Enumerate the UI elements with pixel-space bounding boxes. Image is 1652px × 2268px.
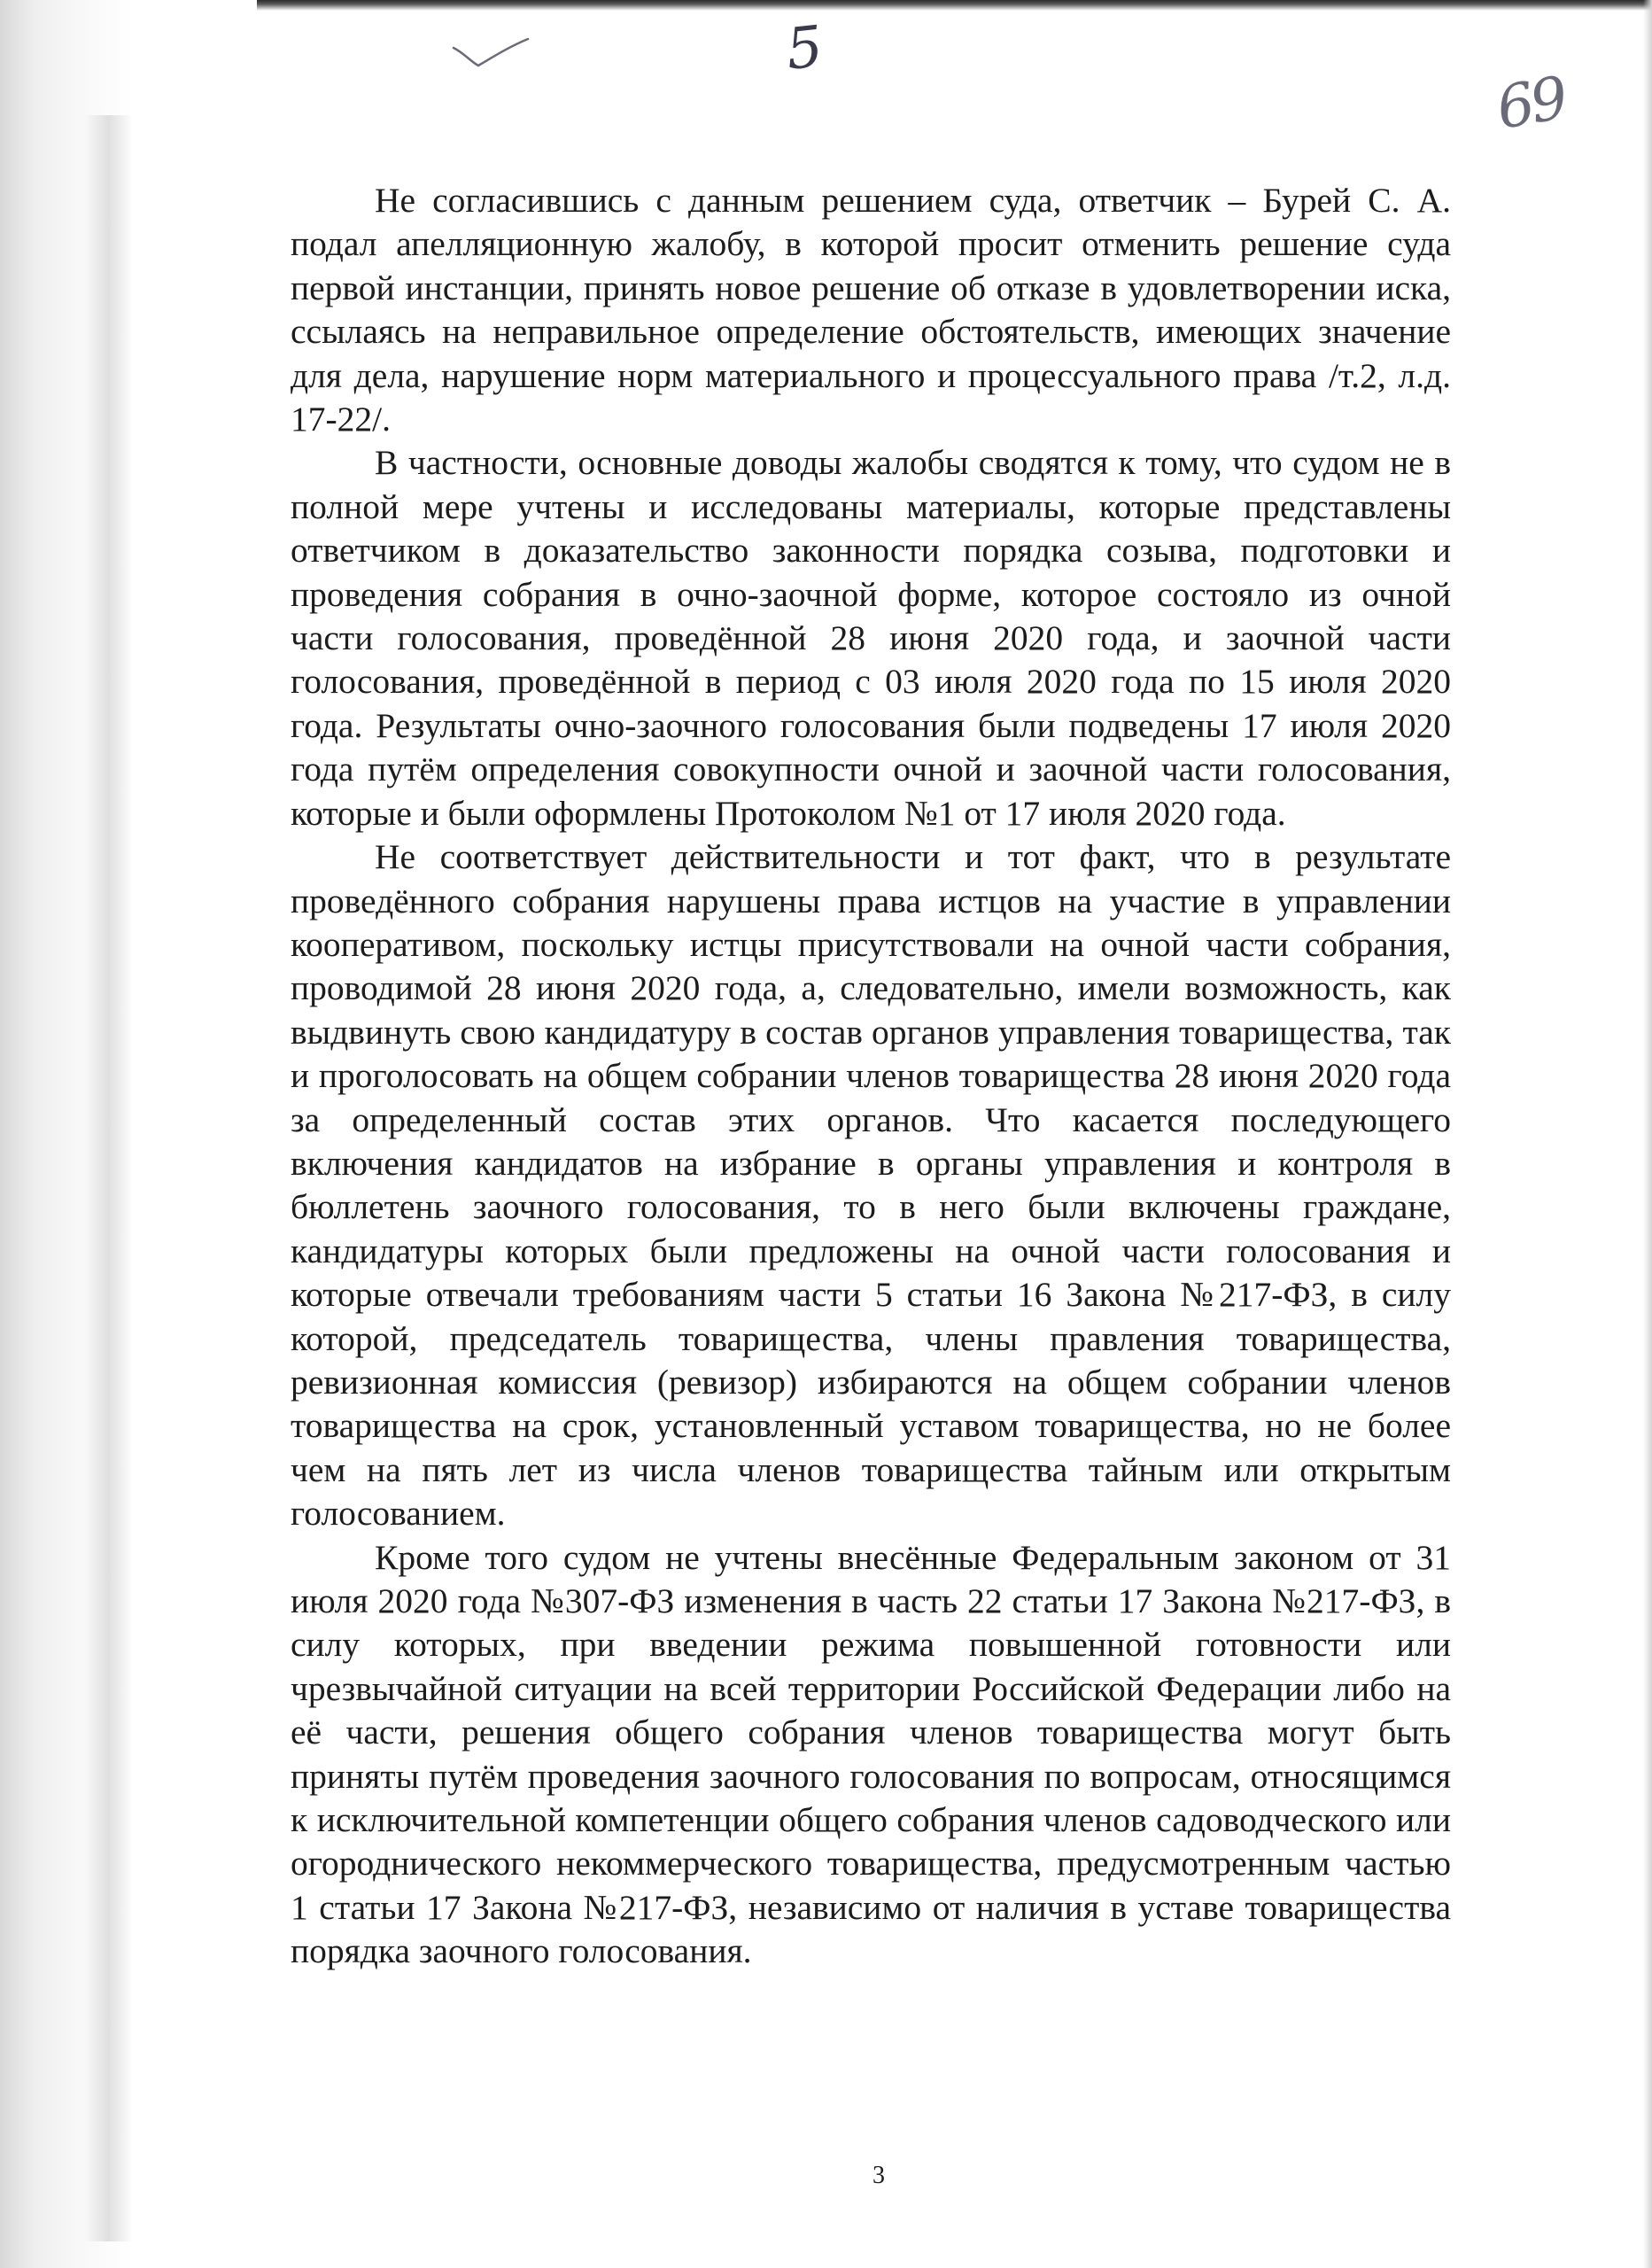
scan-right-edge: [1643, 0, 1652, 2268]
scan-left-band: [84, 115, 133, 2241]
handwritten-check-mark: [452, 35, 531, 71]
paragraph-appeal: Не согласившись с данным решением суда, ответчик – Бурей С. А. подал апелляционную жалобу, в которой просит отменить решение суда первой инстанции, принять новое решение об отказе в удовлетворении иска, ссылаясь на неправильное определение обстоятельств, имеющих значение для дела, нарушение норм материального и процессуального права /т.2, л.д. 17-22/.: [291, 181, 1451, 439]
scan-top-edge: [257, 0, 1652, 11]
paragraph-law-changes: Кроме того судом не учтены внесённые Федеральным законом от 31 июля 2020 года №307-ФЗ изменения в часть 22 статьи 17 Закона №217-ФЗ, в силу которых, при введении режима повышенной готовности или чрезвычайной ситуации на всей территории Российской Федерации либо на её части, решения общего собрания членов товарищества могут быть приняты путём проведения заочного голосования по вопросам, относящимся к исключительной компетенции общего собрания членов садоводческого или огороднического некоммерческого товарищества, предусмотренным частью 1 статьи 17 Закона №217-ФЗ, независимо от наличия в уставе товарищества порядка заочного голосования.: [291, 1537, 1451, 1971]
paragraph-arguments: В частности, основные доводы жалобы сводятся к тому, что судом не в полной мере учтены и исследованы материалы, которые представлены ответчиком в доказательство законности порядка созыва, подготовки и проведения собрания в очно-заочной форме, которое состояло из очной части голосования, проведённой 28 июня 2020 года, и заочной части голосования, проведённой в период с 03 июля 2020 года по 15 июля 2020 года. Результаты очно-заочного голосования были подведены 17 июля 2020 года путём определения совокупности очной и заочной части голосования, которые и были оформлены Протоколом №1 от 17 июля 2020 года.: [291, 443, 1451, 833]
paragraph-rights: Не соответствует действительности и тот факт, что в результате проведённого собрания нарушены права истцов на участие в управлении кооперативом, поскольку истцы присутствовали на очной части собрания, проводимой 28 июня 2020 года, а, следовательно, имели возможность, как выдвинуть свою кандидатуру в состав органов управления товарищества, так и проголосовать на общем собрании членов товарищества 28 июня 2020 года за определенный состав этих органов. Что касается последующего включения кандидатов на избрание в органы управления и контроля в бюллетень заочного голосования, то в него были включены граждане, кандидатуры которых были предложены на очной части голосования и которые отвечали требованиям части 5 статьи 16 Закона №217-ФЗ, в силу которой, председатель товарищества, члены правления товарищества, ревизионная комиссия (ревизор) избираются на общем собрании членов товарищества на срок, установленный уставом товарищества, но не более чем на пять лет из числа членов товарищества тайным или открытым голосованием.: [291, 837, 1451, 1534]
handwritten-page-mark: 5: [783, 14, 826, 83]
document-body: [291, 179, 1451, 1974]
page-number: 3: [873, 2162, 885, 2189]
handwritten-sheet-number: 69: [1491, 63, 1571, 144]
